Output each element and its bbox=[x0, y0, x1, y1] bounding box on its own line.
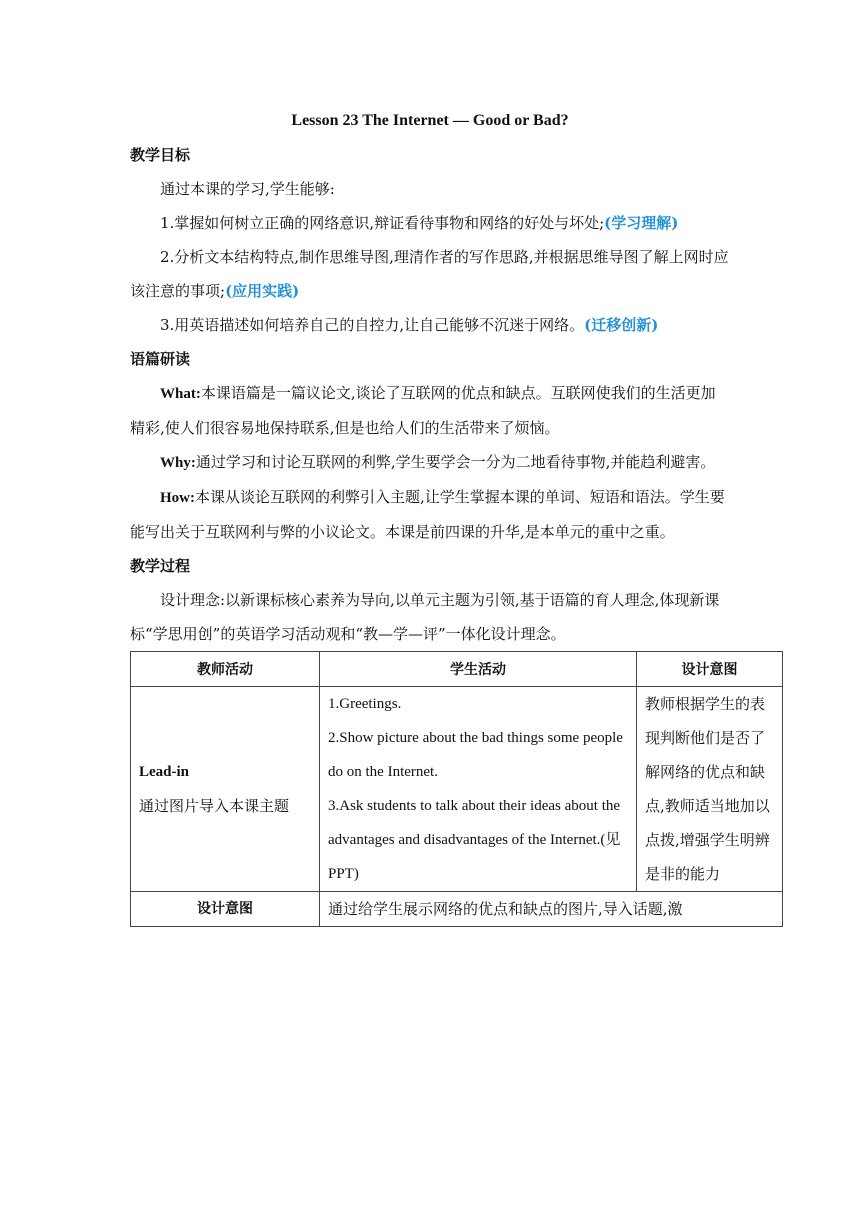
how-label: How: bbox=[160, 490, 195, 506]
why-label: Why: bbox=[160, 455, 196, 471]
what-paragraph: What:本课语篇是一篇议论文,谈论了互联网的优点和缺点。互联网使我们的生活更加精彩,使人们很容易地保持联系,但是也给人们的生活带来了烦恼。 bbox=[130, 384, 716, 437]
table-row bbox=[131, 892, 783, 927]
lesson-table bbox=[130, 651, 783, 927]
goal-item-2: 2.分析文本结构特点,制作思维导图,理清作者的写作思路,并根据思维导图了解上网时应该注意的事项;(应用实践) bbox=[130, 248, 729, 300]
table-header-row bbox=[131, 652, 783, 687]
header-design-intent: 设计意图 bbox=[637, 652, 783, 687]
goal-item-1: 1.掌握如何树立正确的网络意识,辩证看待事物和网络的好处与坏处;(学习理解) bbox=[160, 214, 679, 232]
heading-text-analysis: 语篇研读 bbox=[130, 350, 191, 368]
design-concept: 设计理念:以新课标核心素养为导向,以单元主题为引领,基于语篇的育人理念,体现新课标“学思用创”的英语学习活动观和“教—学—评”一体化设计理念。 bbox=[130, 591, 720, 643]
goal-item-3: 3.用英语描述如何培养自己的自控力,让自己能够不沉迷于网络。(迁移创新) bbox=[160, 316, 659, 334]
intent-cell: 教师根据学生的表现判断他们是否了解网络的优点和缺点,教师适当地加以点拨,增强学生明辨是非的能力 bbox=[637, 687, 783, 892]
goal-tag-2: (应用实践) bbox=[225, 282, 300, 300]
activity-3: 3.Ask students to talk about their ideas about the advantages and disadvantages of the Internet.(见 PPT) bbox=[328, 798, 621, 882]
stage-name: Lead-in bbox=[139, 764, 190, 780]
goals-intro: 通过本课的学习,学生能够: bbox=[160, 180, 335, 198]
activity-1: 1.Greetings. bbox=[328, 696, 402, 712]
stage-description: 通过图片导入本课主题 bbox=[139, 797, 290, 815]
header-teacher-activity: 教师活动 bbox=[131, 652, 320, 687]
lesson-title: Lesson 23 The Internet — Good or Bad? bbox=[291, 112, 569, 129]
heading-teaching-goals: 教学目标 bbox=[130, 146, 191, 164]
goal-tag-1: (学习理解) bbox=[604, 214, 679, 232]
document-page bbox=[130, 104, 770, 927]
row2-label: 设计意图 bbox=[131, 892, 320, 927]
what-label: What: bbox=[160, 386, 201, 402]
row2-text: 通过给学生展示网络的优点和缺点的图片,导入话题,激 bbox=[320, 892, 783, 927]
table-row bbox=[131, 687, 783, 892]
activity-2: 2.Show picture about the bad things some people do on the Internet. bbox=[328, 730, 623, 780]
why-paragraph: Why:通过学习和讨论互联网的利弊,学生要学会一分为二地看待事物,并能趋利避害。 bbox=[160, 453, 716, 471]
heading-teaching-process: 教学过程 bbox=[130, 557, 191, 575]
stage-cell bbox=[131, 687, 320, 892]
goal-tag-3: (迁移创新) bbox=[584, 316, 659, 334]
how-paragraph: How:本课从谈论互联网的利弊引入主题,让学生掌握本课的单词、短语和语法。学生要能写出关于互联网利与弊的小议论文。本课是前四课的升华,是本单元的重中之重。 bbox=[130, 488, 725, 541]
activities-cell bbox=[320, 687, 637, 892]
header-student-activity: 学生活动 bbox=[320, 652, 637, 687]
